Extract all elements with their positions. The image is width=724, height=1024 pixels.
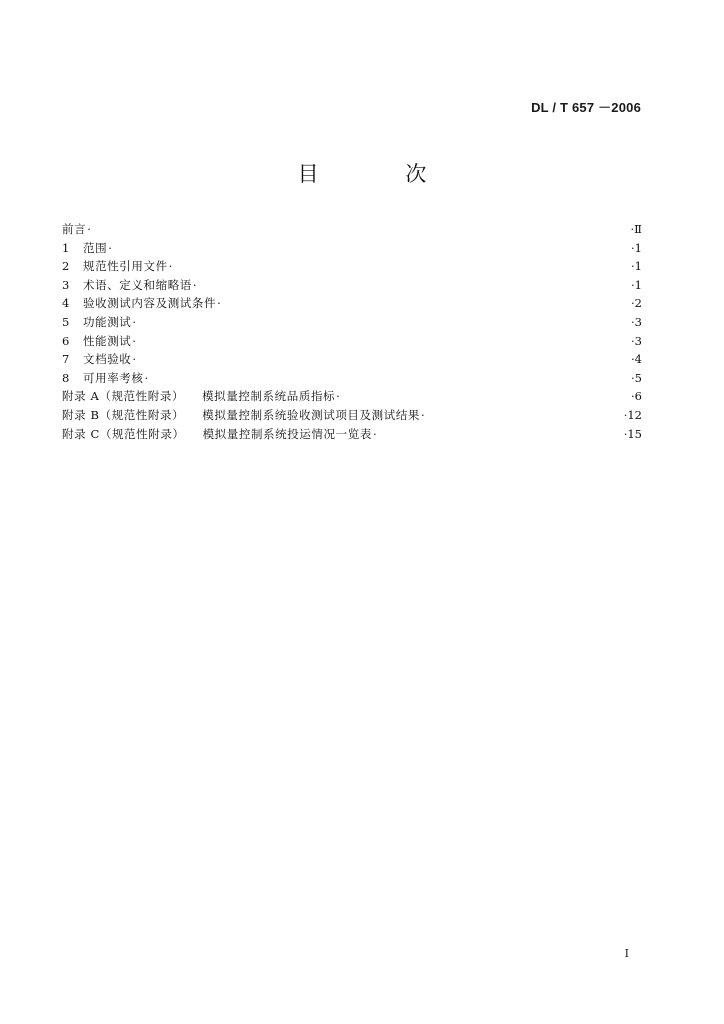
standard-code: DL / T 657 －2006 (531, 100, 641, 115)
toc-entry-page: 6 (634, 389, 642, 404)
toc-entry-page: Ⅱ (634, 222, 642, 236)
page-leader-dot: · (631, 333, 635, 348)
page-leader-dot: · (631, 296, 635, 311)
leader-dot: · (192, 277, 197, 292)
toc-entry-label: 附录 A（规范性附录） (62, 389, 185, 404)
toc-entry-page: 2 (634, 296, 642, 311)
leader-dot: · (132, 333, 137, 348)
leader-dot: · (336, 389, 340, 404)
toc-entry[interactable] (62, 350, 642, 369)
toc-entry[interactable] (62, 332, 642, 351)
toc-entry-label: 规范性引用文件 (83, 259, 168, 274)
toc-entry[interactable] (62, 294, 642, 313)
toc-entry-page: 12 (627, 407, 642, 422)
leader-dot: · (132, 352, 137, 367)
page-leader-dot: · (631, 389, 635, 404)
page-leader-dot: · (631, 352, 635, 367)
page-leader-dot: · (631, 370, 635, 385)
toc-entry-label: 附录 B（规范性附录） (62, 407, 185, 422)
toc-entry-number: 7 (62, 352, 70, 367)
page-leader-dot: · (631, 240, 635, 255)
toc-entry-number: 8 (62, 370, 70, 385)
leader-dot: · (132, 314, 137, 329)
table-of-contents (62, 220, 642, 443)
toc-entry-label: 可用率考核 (83, 370, 144, 385)
toc-entry-number: 4 (62, 296, 70, 311)
toc-entry-appendix-title: 模拟量控制系统投运情况一览表 (202, 426, 372, 441)
toc-entry-appendix-title: 模拟量控制系统验收测试项目及测试结果 (202, 407, 421, 422)
toc-entry-page: 5 (634, 370, 642, 385)
toc-entry[interactable] (62, 257, 642, 276)
toc-entry-label: 范围 (83, 240, 108, 255)
toc-entry[interactable] (62, 369, 642, 388)
toc-entry-label: 附录 C（规范性附录） (62, 426, 185, 441)
toc-entry-number: 6 (62, 333, 70, 348)
toc-entry[interactable] (62, 276, 642, 295)
toc-entry-page: 3 (634, 314, 642, 329)
toc-entry-label: 文档验收 (83, 352, 132, 367)
page-leader-dot: · (623, 426, 628, 441)
toc-entry-label: 功能测试 (83, 314, 132, 329)
toc-entry-page: 15 (627, 426, 642, 441)
toc-entry[interactable] (62, 239, 642, 258)
toc-entry-page: 3 (634, 333, 642, 348)
leader-dot: · (421, 407, 425, 422)
toc-entry-number: 5 (62, 314, 70, 329)
page-leader-dot: · (631, 259, 635, 274)
toc-entry-number: 3 (62, 277, 70, 292)
toc-entry-number: 1 (62, 240, 70, 255)
toc-entry-label: 性能测试 (83, 333, 132, 348)
toc-entry-page: 1 (634, 277, 642, 292)
page-leader-dot: · (623, 407, 628, 422)
toc-entry-label: 验收测试内容及测试条件 (83, 296, 217, 311)
page-leader-dot: · (631, 277, 635, 292)
toc-entry[interactable] (62, 220, 642, 239)
page-leader-dot: · (630, 222, 635, 236)
toc-entry-appendix-title: 模拟量控制系统品质指标 (202, 389, 336, 404)
toc-entry-label: 前言 (62, 222, 87, 236)
toc-entry-page: 1 (634, 240, 642, 255)
toc-entry[interactable] (62, 387, 642, 406)
toc-entry-page: 1 (634, 259, 642, 274)
toc-entry[interactable] (62, 406, 642, 425)
toc-entry[interactable] (62, 425, 642, 444)
toc-entry-label: 术语、定义和缩略语 (83, 277, 192, 292)
leader-dot: · (217, 296, 221, 311)
leader-dot: · (108, 240, 112, 255)
leader-dot: · (372, 426, 377, 441)
leader-dot: · (144, 370, 149, 385)
toc-entry-number: 2 (62, 259, 70, 274)
toc-entry-page: 4 (634, 352, 642, 367)
toc-title: 目 次 (297, 162, 467, 186)
leader-dot: · (168, 259, 173, 274)
toc-entry[interactable] (62, 313, 642, 332)
page-leader-dot: · (631, 314, 635, 329)
leader-dot: · (87, 222, 91, 236)
page-number: I (624, 947, 629, 960)
